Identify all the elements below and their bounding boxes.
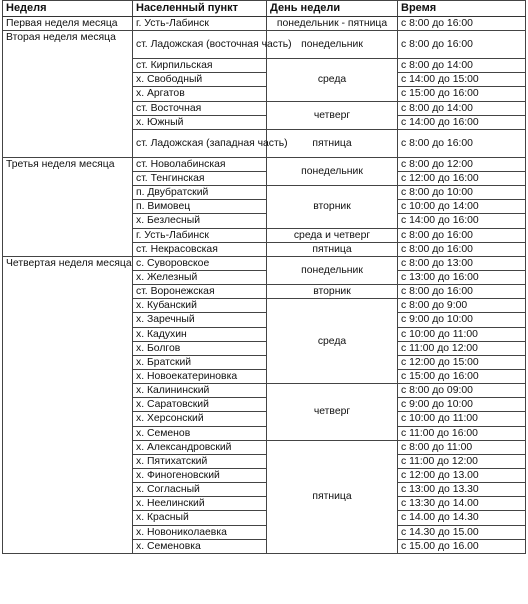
week-cell: Первая неделя месяца — [3, 17, 133, 31]
weekday-cell: пятница — [267, 440, 398, 553]
weekday-cell: пятница — [267, 129, 398, 157]
settlement-cell: х. Пятихатский — [133, 454, 267, 468]
time-cell: с 8:00 до 16:00 — [398, 129, 526, 157]
settlement-cell: ст. Новолабинская — [133, 157, 267, 171]
time-cell: с 13:30 до 14.00 — [398, 497, 526, 511]
settlement-cell: х. Неелинский — [133, 497, 267, 511]
weekday-cell: пятница — [267, 242, 398, 256]
settlement-cell: х. Новоекатериновка — [133, 369, 267, 383]
time-cell: с 8:00 до 16:00 — [398, 285, 526, 299]
header-weekday: День недели — [267, 1, 398, 17]
time-cell: с 10:00 до 11:00 — [398, 412, 526, 426]
settlement-cell: х. Кубанский — [133, 299, 267, 313]
header-week: Неделя — [3, 1, 133, 17]
time-cell: с 14:00 до 16:00 — [398, 214, 526, 228]
settlement-cell: х. Новониколаевка — [133, 525, 267, 539]
time-cell: с 15:00 до 16:00 — [398, 87, 526, 101]
header-settlement: Населенный пункт — [133, 1, 267, 17]
header-time: Время — [398, 1, 526, 17]
settlement-cell: х. Болгов — [133, 341, 267, 355]
settlement-cell: ст. Кирпильская — [133, 59, 267, 73]
week-cell: Вторая неделя месяца — [3, 31, 133, 158]
time-cell: с 10:00 до 11:00 — [398, 327, 526, 341]
table-row — [3, 31, 526, 59]
time-cell: с 12:00 до 15:00 — [398, 355, 526, 369]
settlement-cell: х. Аргатов — [133, 87, 267, 101]
settlement-cell: х. Железный — [133, 270, 267, 284]
time-cell: с 8:00 до 14:00 — [398, 59, 526, 73]
time-cell: с 12:00 до 16:00 — [398, 171, 526, 185]
time-cell: с 11:00 до 16:00 — [398, 426, 526, 440]
table-row — [3, 157, 526, 171]
time-cell: с 8:00 до 14:00 — [398, 101, 526, 115]
weekday-cell: вторник — [267, 186, 398, 228]
time-cell: с 11:00 до 12:00 — [398, 341, 526, 355]
time-cell: с 8:00 до 16:00 — [398, 228, 526, 242]
settlement-cell: ст. Воронежская — [133, 285, 267, 299]
settlement-cell: х. Кадухин — [133, 327, 267, 341]
weekday-cell: среда — [267, 59, 398, 101]
settlement-cell: ст. Ладожская (западная часть) — [133, 129, 267, 157]
week-cell: Третья неделя месяца — [3, 157, 133, 256]
settlement-cell: п. Вимовец — [133, 200, 267, 214]
time-cell: с 15.00 до 16.00 — [398, 539, 526, 553]
settlement-cell: х. Финогеновский — [133, 468, 267, 482]
weekday-cell: среда и четверг — [267, 228, 398, 242]
time-cell: с 8:00 до 12:00 — [398, 157, 526, 171]
settlement-cell: с. Суворовское — [133, 256, 267, 270]
schedule-body — [3, 17, 526, 554]
time-cell: с 12:00 до 13.00 — [398, 468, 526, 482]
settlement-cell: ст. Ладожская (восточная часть) — [133, 31, 267, 59]
time-cell: с 8:00 до 9:00 — [398, 299, 526, 313]
weekday-cell: понедельник — [267, 31, 398, 59]
settlement-cell: х. Безлесный — [133, 214, 267, 228]
weekday-cell: понедельник - пятница — [267, 17, 398, 31]
settlement-cell: х. Саратовский — [133, 398, 267, 412]
settlement-cell: х. Александровский — [133, 440, 267, 454]
settlement-cell: х. Семенов — [133, 426, 267, 440]
time-cell: с 8:00 до 11:00 — [398, 440, 526, 454]
settlement-cell: ст. Восточная — [133, 101, 267, 115]
time-cell: с 13:00 до 16:00 — [398, 270, 526, 284]
weekday-cell: четверг — [267, 384, 398, 441]
time-cell: с 8:00 до 09:00 — [398, 384, 526, 398]
time-cell: с 14:00 до 16:00 — [398, 115, 526, 129]
time-cell: с 11:00 до 12:00 — [398, 454, 526, 468]
settlement-cell: х. Красный — [133, 511, 267, 525]
time-cell: с 14.30 до 15.00 — [398, 525, 526, 539]
weekday-cell: среда — [267, 299, 398, 384]
time-cell: с 8:00 до 16:00 — [398, 31, 526, 59]
time-cell: с 13:00 до 13.30 — [398, 483, 526, 497]
week-cell: Четвертая неделя месяца — [3, 256, 133, 553]
time-cell: с 9:00 до 10:00 — [398, 398, 526, 412]
settlement-cell: х. Заречный — [133, 313, 267, 327]
time-cell: с 9:00 до 10:00 — [398, 313, 526, 327]
table-row — [3, 256, 526, 270]
weekday-cell: понедельник — [267, 157, 398, 185]
time-cell: с 8:00 до 13:00 — [398, 256, 526, 270]
weekday-cell: четверг — [267, 101, 398, 129]
table-row — [3, 17, 526, 31]
settlement-cell: х. Семеновка — [133, 539, 267, 553]
time-cell: с 10:00 до 14:00 — [398, 200, 526, 214]
settlement-cell: х. Южный — [133, 115, 267, 129]
settlement-cell: х. Свободный — [133, 73, 267, 87]
weekday-cell: понедельник — [267, 256, 398, 284]
settlement-cell: х. Братский — [133, 355, 267, 369]
settlement-cell: х. Согласный — [133, 483, 267, 497]
time-cell: с 14:00 до 15:00 — [398, 73, 526, 87]
time-cell: с 14.00 до 14.30 — [398, 511, 526, 525]
settlement-cell: ст. Некрасовская — [133, 242, 267, 256]
time-cell: с 15:00 до 16:00 — [398, 369, 526, 383]
weekday-cell: вторник — [267, 285, 398, 299]
time-cell: с 8:00 до 16:00 — [398, 242, 526, 256]
schedule-table — [2, 0, 526, 554]
settlement-cell: п. Двубратский — [133, 186, 267, 200]
settlement-cell: х. Калининский — [133, 384, 267, 398]
time-cell: с 8:00 до 16:00 — [398, 17, 526, 31]
settlement-cell: г. Усть-Лабинск — [133, 228, 267, 242]
settlement-cell: ст. Тенгинская — [133, 171, 267, 185]
time-cell: с 8:00 до 10:00 — [398, 186, 526, 200]
settlement-cell: х. Херсонский — [133, 412, 267, 426]
settlement-cell: г. Усть-Лабинск — [133, 17, 267, 31]
header-row — [3, 1, 526, 17]
